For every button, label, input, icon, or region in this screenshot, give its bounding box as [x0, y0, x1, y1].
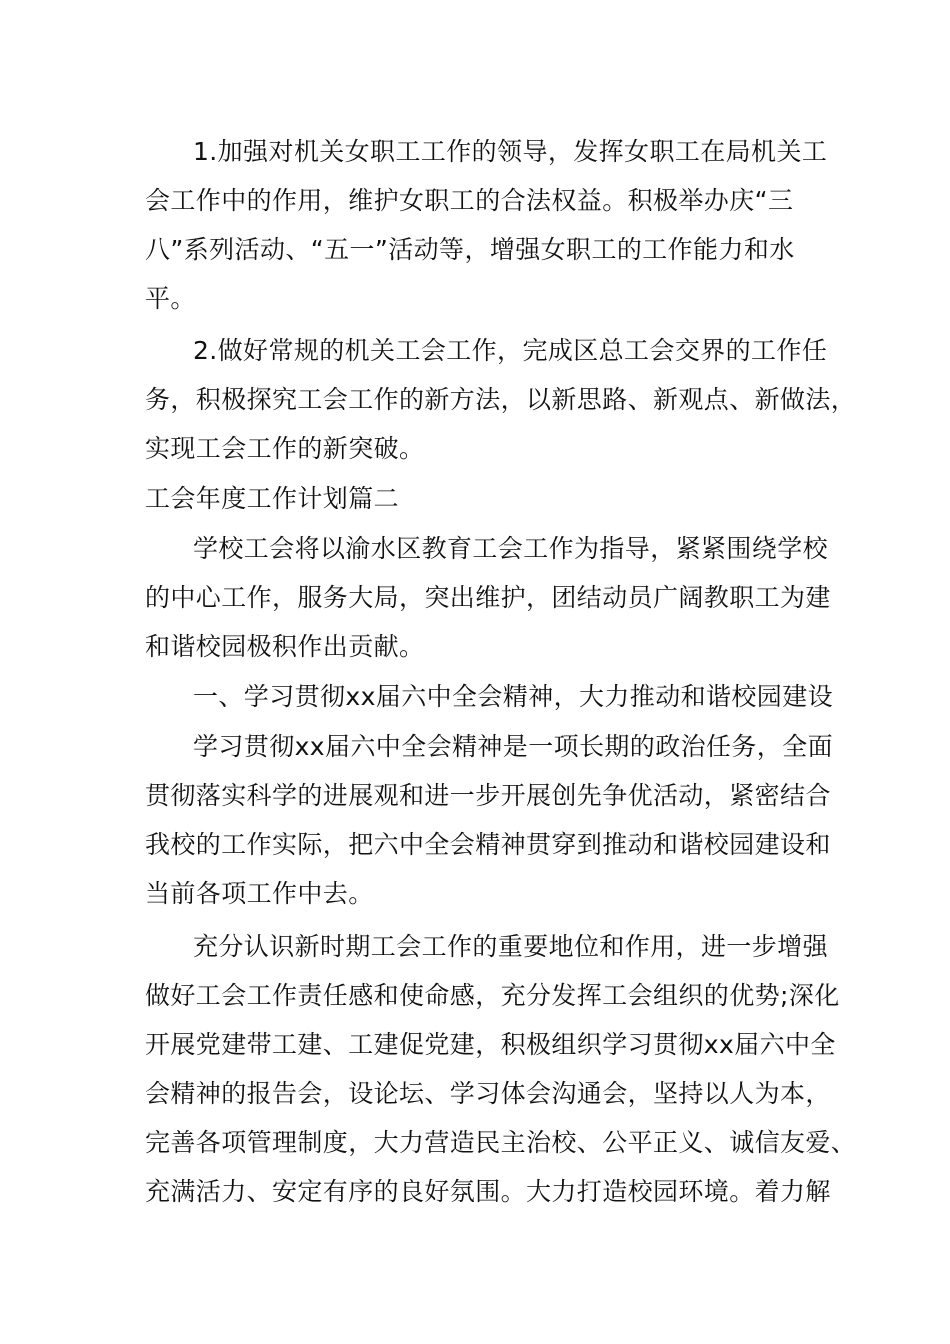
- paragraph-line: 完善各项管理制度，大力营造民主治校、公平正义、诚信友爱、: [145, 1128, 857, 1157]
- paragraph-line: 1.加强对机关女职工工作的领导，发挥女职工在局机关工: [193, 137, 828, 166]
- paragraph-line: 当前各项工作中去。: [145, 879, 374, 908]
- paragraph-line: 会工作中的作用，维护女职工的合法权益。积极举办庆“三: [145, 186, 794, 215]
- subsection-heading: 一、学习贯彻xx届六中全会精神，大力推动和谐校园建设: [193, 682, 833, 711]
- paragraph-line: 实现工会工作的新突破。: [145, 434, 425, 463]
- paragraph-line: 务，积极探究工会工作的新方法，以新思路、新观点、新做法，: [145, 385, 857, 414]
- paragraph-line: 八”系列活动、“五一”活动等，增强女职工的工作能力和水: [145, 235, 795, 264]
- paragraph-line: 贯彻落实科学的进展观和进一步开展创先争优活动，紧密结合: [145, 781, 831, 810]
- paragraph-line: 开展党建带工建、工建促党建，积极组织学习贯彻xx届六中全: [145, 1030, 836, 1059]
- section-heading: 工会年度工作计划篇二: [145, 484, 400, 513]
- paragraph-line: 学习贯彻xx届六中全会精神是一项长期的政治任务，全面: [193, 732, 833, 761]
- paragraph-line: 会精神的报告会，设论坛、学习体会沟通会，坚持以人为本，: [145, 1079, 831, 1108]
- paragraph-line: 充满活力、安定有序的良好氛围。大力打造校园环境。着力解: [145, 1177, 831, 1206]
- paragraph-line: 和谐校园极积作出贡献。: [145, 632, 425, 661]
- paragraph-line: 的中心工作，服务大局，突出维护，团结动员广阔教职工为建: [145, 583, 831, 612]
- paragraph-line: 做好工会工作责任感和使命感，充分发挥工会组织的优势;深化: [145, 981, 840, 1010]
- paragraph-line: 2.做好常规的机关工会工作，完成区总工会交界的工作任: [193, 336, 828, 365]
- paragraph-line: 学校工会将以渝水区教育工会工作为指导，紧紧围绕学校: [193, 534, 829, 563]
- paragraph-line: 我校的工作实际，把六中全会精神贯穿到推动和谐校园建设和: [145, 830, 831, 859]
- paragraph-line: 充分认识新时期工会工作的重要地位和作用，进一步增强: [193, 932, 829, 961]
- paragraph-line: 平。: [145, 284, 196, 313]
